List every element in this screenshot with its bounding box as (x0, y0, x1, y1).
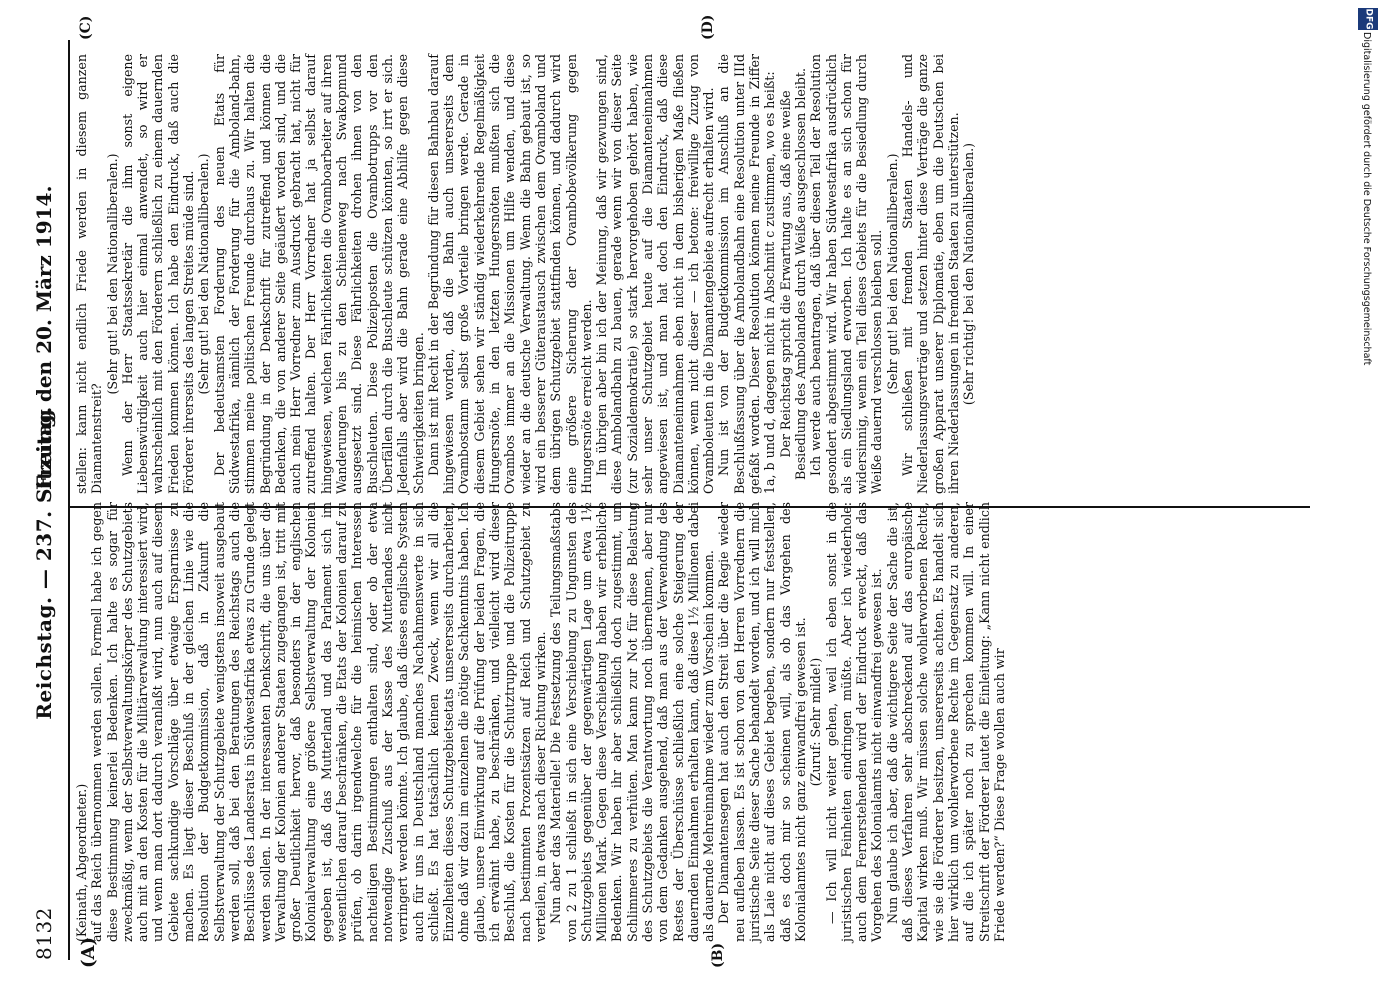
paragraph: Nun glaube ich aber, daß die wichtigere Seite der Sache die ist, daß dieses Verfahren sehr abschreckend auf das europäische Kapital wirken muß. Wir müssen solche wohlerworbenen Rechte, wie sie die Förderer besitzen, unsererseits achten. Es handelt sich hier wirklich um wohlerworbene Rechte im Gegensatz zu anderen, auf die ich später noch zu sprechen kommen will. In einer Streitschrift der Förderer lautet die Einleitung: „Kann nicht endlich Friede werden?“ Diese Frage wollen auch wir (884, 502, 1007, 942)
paragraph: Der bedeutsamsten Forderung des neuen Etats für Südwestafrika, nämlich der Forderung für die Amboland-bahn, stimmen meine politischen Freunde durchaus zu. Wir halten die Begründung in der Denkschrift für zutreffend und können die Bedenken, die von anderer Seite geäußert worden sind, und die auch mein Herr Vorredner zum Ausdruck gebracht hat, nicht für zutreffend halten. Der Herr Vorredner hat ja selbst darauf hingewiesen, welchen Fährlichkeiten die Ovamboarbeiter auf ihren Wanderungen bis zu den Schienenweg nach Swakopmund ausgesetzt sind. Diese Fährlichkeiten drohen ihnen von den Buschleuten. Diese Polizeiposten die Ovambotrupps vor den Überfällen durch die Buschleute schützen könnten, so irrt er sich. Jedenfalls aber wird die Bahn gerade eine Abhilfe gegen diese Schwierigkeiten bringen. (211, 54, 426, 494)
page-number: 8132 (32, 907, 56, 960)
interjection: (Sehr gut! bei den Nationalliberalen.) (884, 153, 900, 395)
paragraph: stellen: kann nicht endlich Friede werden in diesem ganzen Diamantenstreit? (74, 54, 105, 494)
header-rule (68, 40, 70, 960)
quoted-resolution: Der Reichstag spricht die Erwartung aus, daß eine weiße Besiedlung des Ambolandes durch Weiße ausgeschlossen bleibt. (777, 68, 808, 480)
margin-marker-c: (C) (78, 15, 94, 40)
right-column (74, 54, 977, 494)
paragraph: Nun ist von der Budgetkommission im Anschluß an die Beschlußfassung über die Ambolandbahn eine Resolution unter IIId gefaßt worden. Dieser Resolution können meine Freunde in Ziffer 1a, b und d, dagegen nicht in Abschnitt c zustimmen, wo es heißt: (716, 54, 778, 494)
paragraph: Der Diamantensegen hat auch den Streit über die Regie wieder neu aufleben lassen. Es ist schon von den Herren Vorrednern die juristische Seite dieser Sache behandelt worden, und ich will mich als Laie nicht auf dieses Gebiet begeben, sondern nur feststellen, daß es doch mir so scheinen will, als ob das Vorgehen des Kolonialamtes nicht ganz einwandfrei gewesen ist. (716, 502, 808, 942)
header-right-title: Freitag den 20. März 1914. (32, 185, 56, 490)
paragraph: Dann ist mit Recht in der Begründung für diesen Bahnbau darauf hingewiesen worden, daß die Bahn auch unsererseits dem Ovambostamm selbst große Vorteile bringen werde. Gerade in diesem Gebiet sehen wir ständig wiederkehrende Regelmäßigkeit Hungersnöte, in den letzten Hungersnöten mußten sich die Ovambos immer an die Missionen um Hilfe wenden, und diese wieder an die deutsche Verwaltung. Wenn die Bahn gebaut ist, so wird ein besserer Güteraustausch zwischen dem Ovamboland und dem übrigen Schutzgebiet stattfinden können, und dadurch wird eine größere Sicherung der Ovambobevölkerung gegen Hungersnöte erreicht werden. (425, 54, 594, 494)
margin-marker-d: (D) (700, 14, 716, 40)
header-left-title: Reichstag. — 237. Sitzung. (32, 406, 56, 720)
interjection: (Sehr richtig! bei den Nationalliberalen.) (961, 142, 977, 406)
paragraph: Wenn der Herr Staatssekretär die ihm sonst eigene Liebenswürdigkeit auch hier einmal anwendet, so wird er wahrscheinlich mit den Förderern schließlich zu einem dauernden Frieden kommen können. Ich habe den Eindruck, daß auch die Förderer ihrerseits des langen Streites müde sind. (119, 54, 197, 494)
interjection: (Sehr gut! bei den Nationalliberalen.) (196, 153, 212, 395)
dfg-logo: DFG (1358, 8, 1378, 30)
margin-marker-a: (A) (78, 937, 99, 968)
header-left (32, 406, 62, 960)
left-column (74, 502, 1007, 942)
paragraph: auf das Reich übernommen werden sollen. Formell habe ich gegen diese Bestimmung keinerlei Bedenken. Ich halte es sogar für zweckmäßig, wenn der Selbstverwaltungskörper des Schutzgebiets auch mit an den Kosten für die Militärverwaltung interessiert wird, und wenn man dort dadurch veranlaßt wird, nun auch auf diesem Gebiete sachkundige Vorschläge über etwaige Ersparnisse zu machen. Es liegt dieser Beschluß in der gleichen Linie wie die Resolution der Budgetkommission, daß in Zukunft die Selbstverwaltung der Schutzgebiete wenigstens insoweit ausgebaut werden soll, daß bei den Beratungen des Reichstags auch die Beschlüsse des Landesrats in Südwestafrika etwas zu Grunde gelegt werden sollen. In der interessanten Denkschrift, die uns über die Verwaltung der Kolonien anderer Staaten zugegangen ist, tritt mit großer Deutlichkeit hervor, daß besonders in der englischen Kolonialverwaltung eine größere Selbstverwaltung der Kolonien gegeben ist, daß das Mutterland und das Parlament sich im wesentlichen darauf beschränken, die Etats der Kolonien darauf zu prüfen, ob darin irgendwelche für die heimischen Interessen nachteiligen Bestimmungen enthalten sind, oder ob der etwa notwendige Zuschuß aus der Kasse des Mutterlandes nicht verringert werden könnte. Ich glaube, daß dieses englische System auch für uns in Deutschland manches Nachahmenswerte in sich schließt. Es hat tatsächlich keinen Zweck, wenn wir all die Einzelheiten dieses Schutzgebietsetats unsererseits durcharbeiten, ohne daß wir dazu im einzelnen die nötige Sachkenntnis haben. Ich glaube, unsere Einwirkung auf die Prüfung der beiden Fragen, die ich erwähnt habe, zu beschränken, und vielleicht wird dieser Beschluß, die Kosten für die Schutztruppe und die Polizeitruppe nach bestimmten Prozentsätzen auf Reich und Schutzgebiet zu verteilen, in etwas nach dieser Richtung wirken. (89, 502, 548, 942)
paragraph: Ich werde auch beantragen, daß über diesen Teil der Resolution gesondert abgestimmt wird. Wir haben Südwestafrika ausdrücklich als ein Siedlungsland erworben. Ich halte es an sich schon für widersinnig, wenn ein Teil dieses Gebiets für die Besiedlung durch Weiße dauernd verschlossen bleiben soll. (808, 54, 885, 494)
page-header (26, 40, 66, 960)
paragraph: Nun aber das Materielle! Die Festsetzung des Teilungsmaßstabs von 2 zu 1 schließt in sich eine Verschiebung zu Ungunsten des Schutzgebiets gegenüber der gegenwärtigen Lage um etwa 1½ Millionen Mark. Gegen diese Verschiebung haben wir erhebliche Bedenken. Wir haben ihr aber schließlich doch zugestimmt, um Schlimmeres zu verhüten. Man kann zur Not für diese Belastung des Schutzgebiets die Verantwortung noch übernehmen, aber nur von dem Gedanken ausgehend, daß man aus der Verwendung des Restes der Überschüsse schließlich eine solche Steigerung der dauernden Einnahmen erhalten kann, daß diese 1½ Millionen dabei als dauernde Mehreinnahme wieder zum Vorschein kommen. (548, 502, 717, 942)
digitization-credit (1350, 8, 1376, 668)
credit-text: Digitalisierung gefördert durch die Deutsche Forschungsgemeinschaft (1361, 32, 1372, 366)
paragraph: Wir schließen mit fremden Staaten Handels- und Niederlassungsverträge und setzen hinter diese Verträge die ganze großen Apparat unserer Diplomatie, eben um die Deutschen bei ihren Niederlassungen in fremden Staaten zu unterstützen. (900, 54, 961, 494)
speaker-line: (Keinath, Abgeordneter.) (74, 783, 89, 942)
paragraph: — Ich will nicht weiter gehen, weil ich eben sonst in die juristischen Feinheiten eindringen müßte. Aber ich wiederhole: auch dem Fernerstehenden wird der Eindruck erweckt, daß das Vorgehen des Kolonialamts nicht einwandfrei gewesen ist. (823, 502, 885, 942)
margin-marker-b: (B) (710, 942, 726, 968)
interjection: (Sehr gut! bei den Nationalliberalen.) (104, 153, 120, 395)
interjection: (Zuruf: Sehr milde!) (808, 657, 824, 787)
paragraph: Im übrigen aber bin ich der Meinung, daß wir gezwungen sind, diese Ambolandbahn zu bauen, gerade wenn wir von dieser Seite (zur Sozialdemokratie) so stark hervorgehoben gehört haben, wie sehr unser Schutzgebiet heute auf die Diamanteneinnahmen angewiesen ist, und man hat doch den Eindruck, daß diese Diamanteneinnahmen eben nicht in dem bisherigen Maße fließen können, wenn nicht dieser — ich betone: freiwillige Zuzug von Ovamboleuten in die Diamantengebiete aufrecht erhalten wird. (594, 54, 717, 494)
